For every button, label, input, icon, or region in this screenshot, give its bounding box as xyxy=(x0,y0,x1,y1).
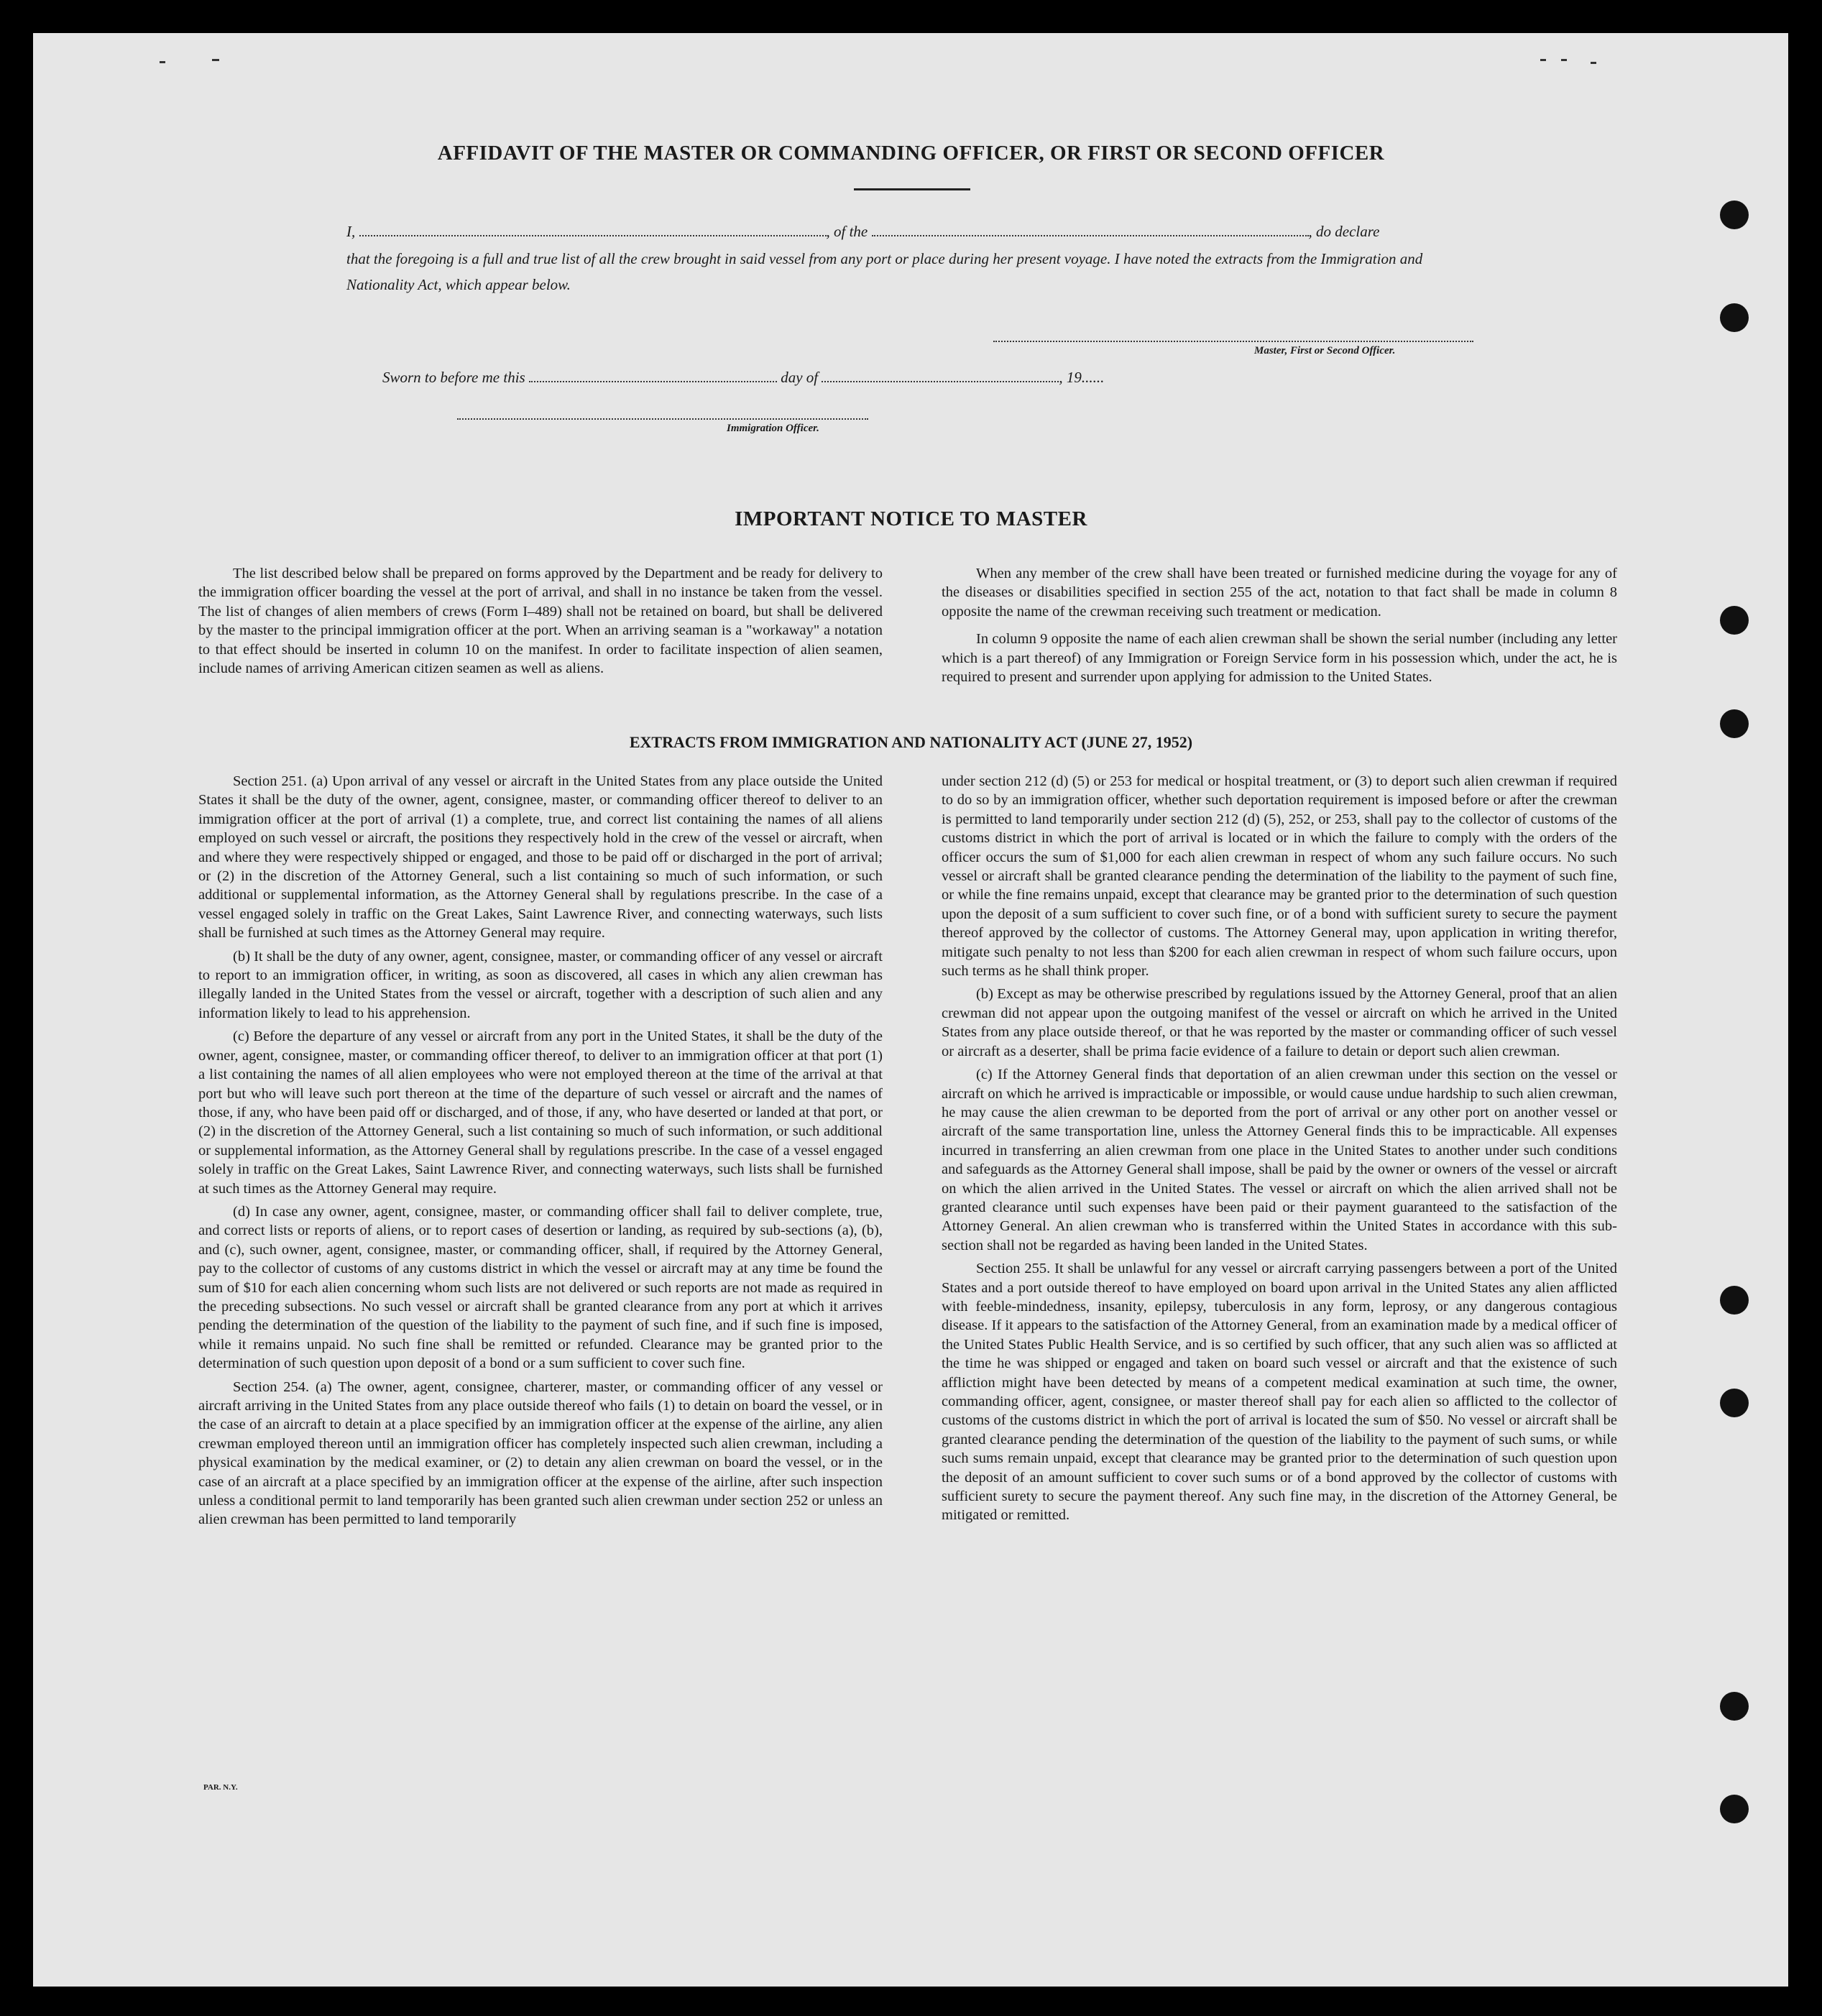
title-rule xyxy=(854,188,970,190)
notice-right-text-1: When any member of the crew shall have been treated or furnished medicine during the voyage for any of the diseases or disabilities specified in section 255 of the act, notation to that fact shall be made in column 8 opposite the name of the crewman receiving such treatment or medication. xyxy=(942,566,1617,620)
binder-hole xyxy=(1720,201,1749,229)
corner-mark xyxy=(1561,59,1567,61)
extracts-right xyxy=(942,772,1617,1529)
sworn-day-field[interactable] xyxy=(529,368,777,382)
corner-mark xyxy=(160,61,165,63)
declaration-text: that the foregoing is a full and true list of all the crew brought in said vessel from any port or place during her present voyage. I have noted the extracts from the Immigration and Nationality Act, which appear below. xyxy=(346,250,1423,293)
section-251-b: (b) It shall be the duty of any owner, agent, consignee, master, or commanding officer of any vessel or aircraft to report to an immigration officer, in writing, as soon as discovered, all cases in which any alien crewman has illegally landed in the United States from the vessel or aircraft, together with a description of such alien and any information likely to lead to his apprehension. xyxy=(198,948,883,1021)
corner-mark xyxy=(1540,59,1546,61)
section-254-b: (b) Except as may be otherwise prescribed by regulations issued by the Attorney General, proof that an alien crewman did not appear upon the outgoing manifest of the vessel or aircraft on which he arrived in the United States from any place outside thereof, or that he was reported by the master or commanding officer of such vessel or aircraft as a deserter, shall be prima facie evidence of a failure to detain or deport such alien crewman. xyxy=(942,986,1617,1059)
declaration-do-declare: , do declare xyxy=(1308,223,1380,240)
section-254-c: (c) If the Attorney General finds that deportation of an alien crewman under this section on the vessel or aircraft on which he arrived is impracticable or impossible, or would cause undue hardship to such alien crewman, he may cause the alien crewman to be deported from the port of arrival or any other port on another vessel or aircraft of the same transportation line, unless the Attorney General finds this to be impracticable. All expenses incurred in transferring an alien crewman from one place in the United States to another under such conditions and safeguards as the Attorney General shall impose, shall be paid by the owner or owners of the vessel or aircraft on which the alien arrived in the United States. The vessel or aircraft on which the alien arrived shall not be granted clearance until such expenses have been paid or their payment guaranteed to the satisfaction of the Attorney General. An alien crewman who is transferred within the United States in accordance with this sub-section shall not be regarded as having been landed in the United States. xyxy=(942,1067,1617,1253)
notice-right xyxy=(942,564,1617,691)
name-field[interactable] xyxy=(359,222,827,236)
section-254-a: Section 254. (a) The owner, agent, consignee, charterer, master, or commanding officer of any vessel or aircraft arriving in the United States from any place outside thereof who fails (1) to detain on board the vessel, or in the case of an aircraft to detain at a place specified by an immigration officer at the expense of the airline, any alien crewman employed thereon until an immigration officer has completely inspected such alien crewman, including a physical examination by the medical examiner, or (2) to detain any alien crewman on board the vessel, or in the case of an aircraft at a place specified by an immigration officer at the expense of the airline, after such inspection unless a conditional permit to land temporarily has been granted such alien crewman under section 252 or unless an alien crewman has been permitted to land temporarily xyxy=(198,1378,883,1528)
declaration-i: I, xyxy=(346,223,356,240)
corner-mark xyxy=(212,59,219,61)
declaration-line xyxy=(346,218,1475,244)
notice-left xyxy=(198,564,883,682)
binder-hole xyxy=(1720,1692,1749,1721)
day-of-label: day of xyxy=(781,369,819,386)
affidavit-title: AFFIDAVIT OF THE MASTER OR COMMANDING OFFICER, OR FIRST OR SECOND OFFICER xyxy=(437,142,1385,165)
binder-hole xyxy=(1720,303,1749,332)
notice-left-text: The list described below shall be prepared on forms approved by the Department and be ready for delivery to the immigration officer boarding the vessel at the port of arrival, and shall in no instance be taken from the vessel. The list of changes of alien members of crews (Form I–489) shall not be retained on board, but shall be delivered by the master to the principal immigration officer at the port. When an arriving seaman is a "workaway" a notation to that effect should be inserted in column 10 on the manifest. In order to facilitate inspection of alien seamen, include names of arriving American citizen seamen as well as aliens. xyxy=(198,566,883,677)
sworn-line xyxy=(382,364,1245,390)
sworn-month-field[interactable] xyxy=(822,368,1059,382)
officer-signature-line[interactable] xyxy=(457,418,868,420)
printer-mark: PAR. N.Y. xyxy=(203,1783,238,1792)
officer-label: Immigration Officer. xyxy=(727,423,819,434)
notice-title: IMPORTANT NOTICE TO MASTER xyxy=(735,507,1087,530)
sworn-label: Sworn to before me this xyxy=(382,369,525,386)
binder-hole xyxy=(1720,606,1749,635)
notice-right-text-2: In column 9 opposite the name of each alien crewman shall be shown the serial number (including any letter which is a part thereof) of any Immigration or Foreign Service form in his possession which, under the act, he is required to present and surrender upon applying for admission to the United States. xyxy=(942,631,1617,686)
section-251-c: (c) Before the departure of any vessel or aircraft from any port in the United States, it shall be the duty of the owner, agent, consignee, master, or commanding officer thereof, to deliver to an immigration officer at that port (1) a list containing the names of all alien employees who were not employed thereon at the time of the arrival at that port but who will leave such port thereon at the time of the departure of such vessel or aircraft and the names of those, if any, who have been paid off or discharged, and of those, if any, who have deserted or landed at that port, or (2) in the discretion of the Attorney General, such a list containing so much of such information, or such additional or supplemental information, as the Attorney General shall by regulations prescribe. In the case of a vessel engaged solely in traffic on the Great Lakes, Saint Lawrence River, and connecting waterways, such lists shall be furnished at such times as the Attorney General may require. xyxy=(198,1028,883,1197)
binder-hole xyxy=(1720,1286,1749,1315)
year-label: , 19...... xyxy=(1059,369,1105,386)
extracts-title: EXTRACTS FROM IMMIGRATION AND NATIONALITY ACT (JUNE 27, 1952) xyxy=(629,733,1193,751)
section-254-a-cont: under section 212 (d) (5) or 253 for medical or hospital treatment, or (3) to deport such alien crewman if required to do so by an immigration officer, whether such deportation requirement is imposed before or after the crewman is permitted to land temporarily under section 212 (d) (5), 252, or 253, shall pay to the collector of customs of the customs district in which the port of arrival is located or in which the failure to comply with the orders of the officer occurs the sum of $1,000 for each alien crewman in respect of whom any such failure occurs. No such vessel or aircraft shall be granted clearance pending the determination of the liability to the payment of such fine, or while the fine remains unpaid, except that clearance may be granted prior to the determination of such question upon the deposit of a sum sufficient to cover such fine, or of a bond with sufficient surety to secure the payment thereof approved by the collector of customs. The Attorney General may, upon application in writing therefor, mitigate such penalty to not less than $200 for each alien crewman in respect of whom such failure occurs, upon such terms as he shall think proper. xyxy=(942,773,1617,980)
section-251-a: Section 251. (a) Upon arrival of any vessel or aircraft in the United States from any place outside the United States it shall be the duty of the owner, agent, consignee, master, or commanding officer thereof to deliver to an immigration officer at the port of arrival (1) a complete, true, and correct list containing the names of all aliens employed on such vessel or aircraft, the positions they respectively hold in the crew of the vessel or aircraft, when and where they were respectively shipped or engaged, and those to be paid off or discharged in the port of arrival; or (2) in the discretion of the Attorney General, such a list containing so much of such information, or such additional or supplemental information, as the Attorney General shall by regulations prescribe. In the case of a vessel engaged solely in traffic on the Great Lakes, Saint Lawrence River, and connecting waterways, such lists shall be furnished at such times as the Attorney General may require. xyxy=(198,773,883,942)
section-251-d: (d) In case any owner, agent, consignee, master, or commanding officer shall fail to deliver complete, true, and correct lists or reports of aliens, or to report cases of desertion or landing, as required by sub-sections (a), (b), and (c), such owner, agent, consignee, master, or commanding officer, shall, if required by the Attorney General, pay to the collector of customs of any customs district in which the vessel or aircraft may at any time be found the sum of $10 for each alien concerning whom such lists are not delivered or such reports are not made as required in the preceding subsections. No such vessel or aircraft shall be granted clearance from any port at which it arrives pending the determination of the question of the liability to the payment of such fine, and if such fine is imposed, while it remains unpaid. No such fine shall be remitted or refunded. Clearance may be granted prior to the determination of such question upon deposit of a bond or a sum sufficient to cover such fine. xyxy=(198,1203,883,1372)
master-label: Master, First or Second Officer. xyxy=(1254,345,1396,356)
declaration-of-the: , of the xyxy=(826,223,868,240)
corner-mark xyxy=(1591,62,1596,64)
binder-hole xyxy=(1720,1389,1749,1417)
extracts-left xyxy=(198,772,883,1534)
vessel-field[interactable] xyxy=(872,222,1309,236)
master-signature-line[interactable] xyxy=(993,341,1473,342)
binder-hole xyxy=(1720,1795,1749,1823)
section-255: Section 255. It shall be unlawful for any vessel or aircraft carrying passengers between a port of the United States and a port outside thereof to have employed on board upon arrival in the United States any alien afflicted with feeble-mindedness, insanity, epilepsy, tuberculosis in any form, leprosy, or any dangerous contagious disease. If it appears to the satisfaction of the Attorney General, from an examination made by a medical officer of the United States Public Health Service, and is so certified by such officer, that any such alien was so afflicted at the time he was shipped or engaged and taken on board such vessel or aircraft and that the existence of such affliction might have been detected by means of a competent medical examination at such time, the owner, commanding officer, agent, consignee, or master thereof shall pay for each alien so afflicted to the collector of customs of the customs district in which the port of arrival is located the sum of $50. No vessel or aircraft shall be granted clearance pending the determination of the question of the liability to the payment of such sums, or while such sums remain unpaid, except that clearance may be granted prior to the determination of such question upon the deposit of an amount sufficient to cover such sums or of a bond approved by the collector of customs with sufficient surety to secure the payment thereof. Any such fine may, in the discretion of the Attorney General, be mitigated or remitted. xyxy=(942,1261,1617,1524)
